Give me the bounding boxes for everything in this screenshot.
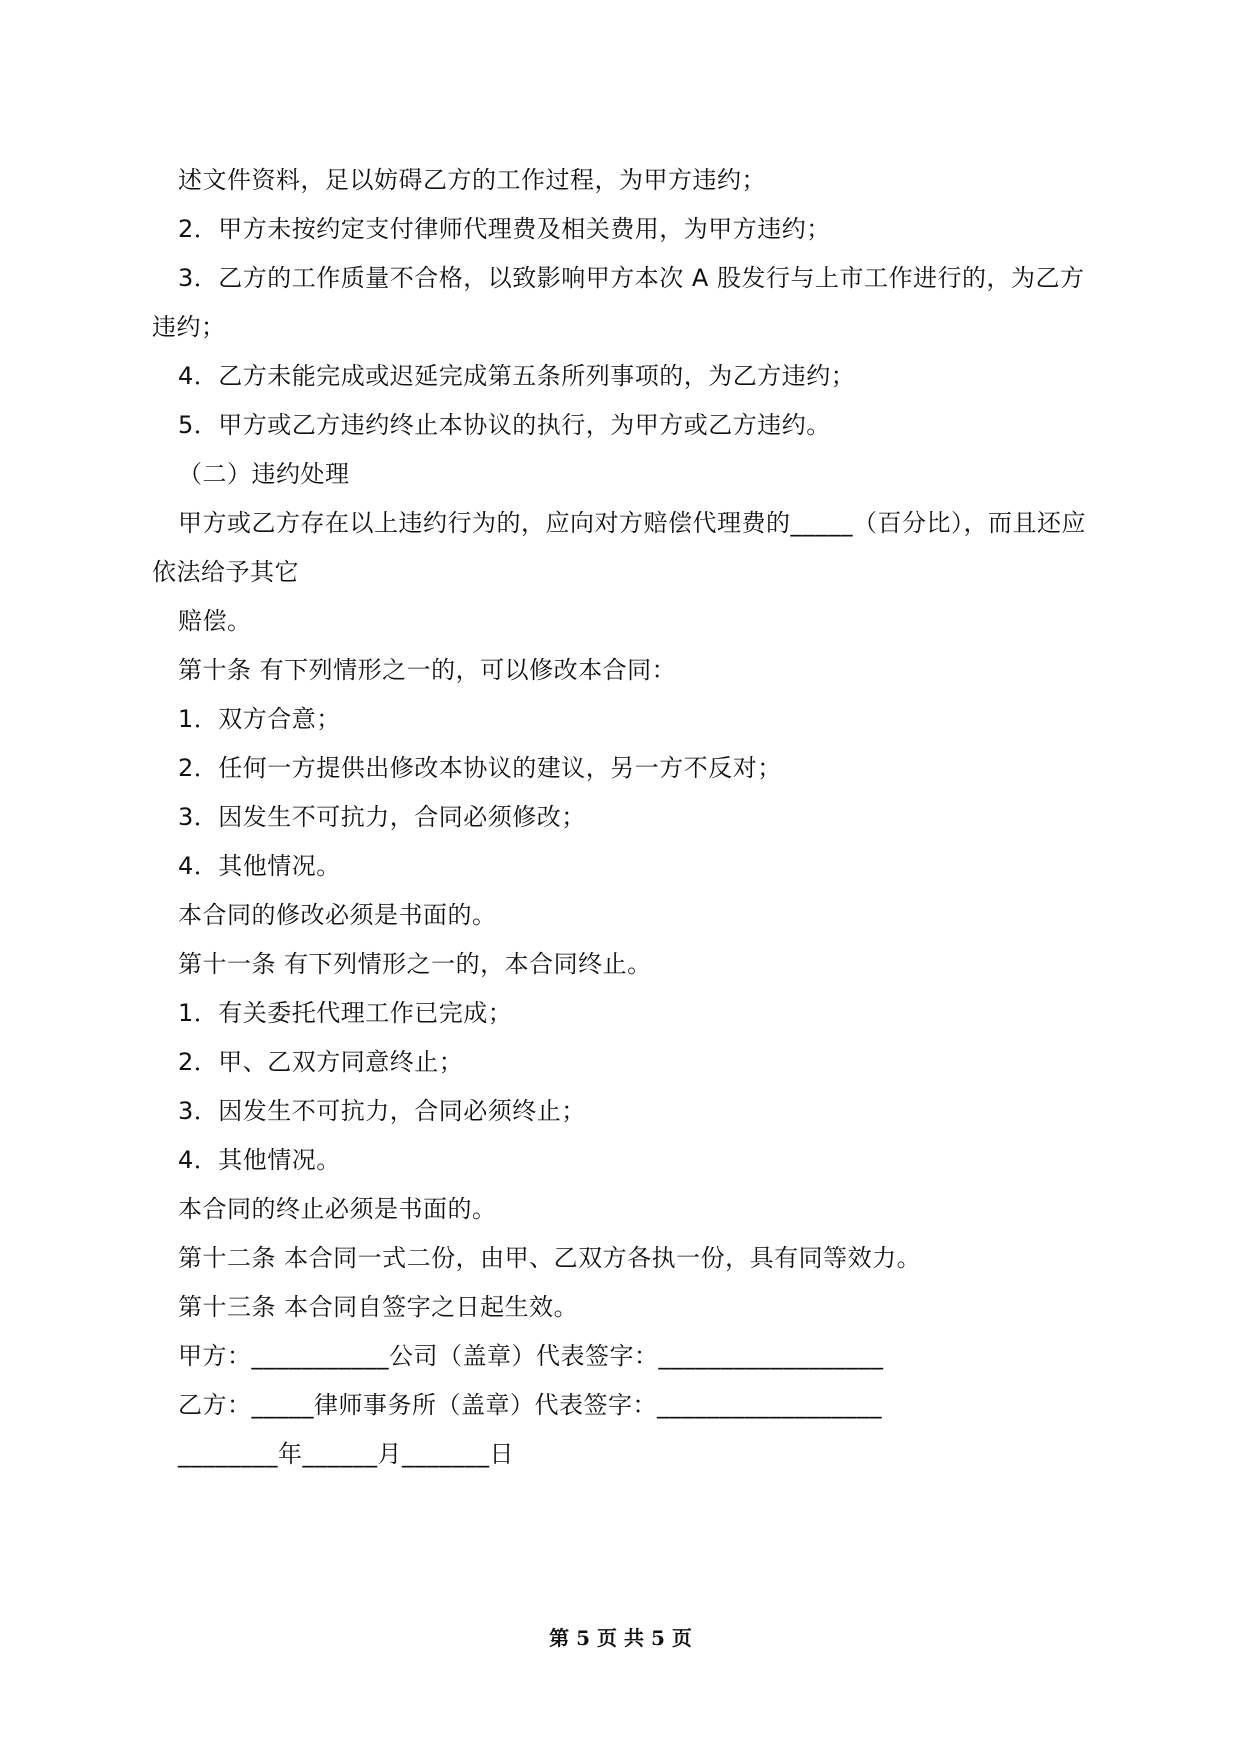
paragraph: 述文件资料，足以妨碍乙方的工作过程，为甲方违约； — [178, 166, 766, 194]
list-item: 3．因发生不可抗力，合同必须修改； — [178, 803, 586, 831]
list-item: 4．其他情况。 — [178, 852, 341, 880]
signature-line-party-a: 甲方：___________公司（盖章）代表签字：__________________ — [178, 1342, 884, 1370]
list-item: 3．因发生不可抗力，合同必须终止； — [178, 1097, 586, 1125]
signature-line-party-b: 乙方：_____律师事务所（盖章）代表签字：__________________ — [178, 1391, 882, 1419]
article-heading: 第十三条 本合同自签字之日起生效。 — [178, 1293, 579, 1321]
list-item: 2．甲、乙双方同意终止； — [178, 1048, 464, 1076]
paragraph: 本合同的修改必须是书面的。 — [178, 901, 497, 929]
paragraph: 本合同的终止必须是书面的。 — [178, 1195, 497, 1223]
paragraph: 4．乙方未能完成或迟延完成第五条所列事项的，为乙方违约； — [178, 362, 856, 390]
paragraph: 3．乙方的工作质量不合格，以致影响甲方本次 A 股发行与上市工作进行的，为乙方违约； — [152, 264, 1085, 341]
list-item: 1．有关委托代理工作已完成； — [178, 999, 513, 1027]
date-line: ________年______月_______日 — [178, 1440, 514, 1468]
paragraph: 2．甲方未按约定支付律师代理费及相关费用，为甲方违约； — [178, 215, 831, 243]
paragraph: 5．甲方或乙方违约终止本协议的执行，为甲方或乙方违约。 — [178, 411, 831, 439]
document-body — [152, 156, 1092, 1479]
article-heading: 第十二条 本合同一式二份，由甲、乙双方各执一份，具有同等效力。 — [178, 1244, 922, 1272]
list-item: 4．其他情况。 — [178, 1146, 341, 1174]
paragraph: 赔偿。 — [178, 607, 252, 635]
list-item: 1．双方合意； — [178, 705, 341, 733]
section-heading: （二）违约处理 — [178, 460, 350, 488]
article-heading: 第十一条 有下列情形之一的，本合同终止。 — [178, 950, 652, 978]
article-heading: 第十条 有下列情形之一的，可以修改本合同： — [178, 656, 677, 684]
page-number-footer: 第 5 页 共 5 页 — [549, 1626, 692, 1650]
list-item: 2．任何一方提供出修改本协议的建议，另一方不反对； — [178, 754, 782, 782]
paragraph: 甲方或乙方存在以上违约行为的，应向对方赔偿代理费的_____（百分比），而且还应依法给予其它 — [152, 509, 1086, 586]
